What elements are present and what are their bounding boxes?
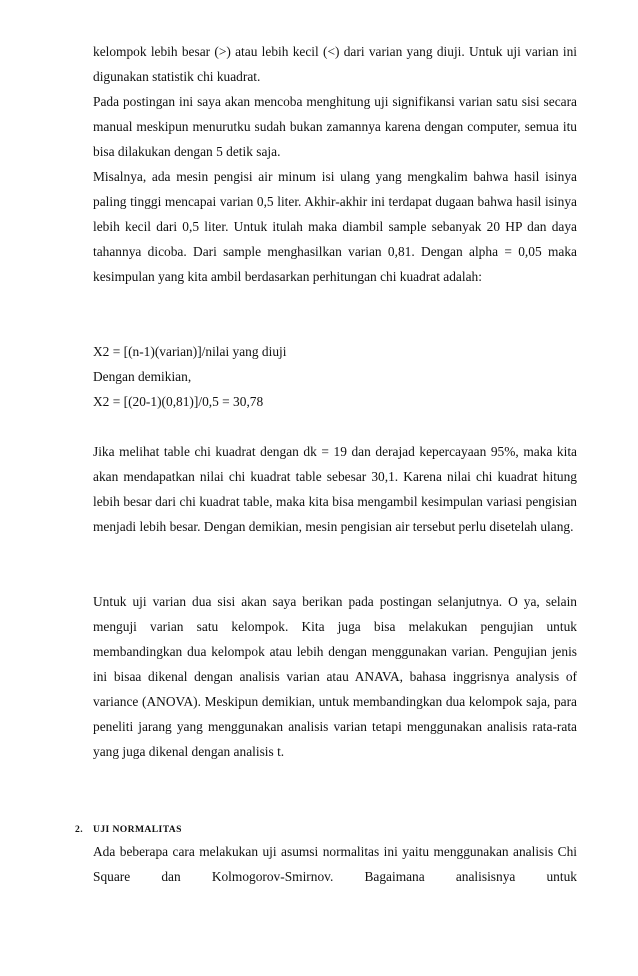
section-title: UJI NORMALITAS	[93, 824, 182, 835]
paragraph-manual-calculation	[93, 89, 577, 164]
paragraph-text: Misalnya, ada mesin pengisi air minum isi ulang yang mengkalim bahwa hasil isinya paling tinggi mencapai varian 0,5 liter. Akhir-akhir ini terdapat dugaan bahwa hasil isinya lebih kecil dari 0,5 liter. Untuk itulah maka diambil sample sebanyak 20 HP dan daya tahannya dicoba. Dari sample menghasilkan varian 0,81. Dengan alpha = 0,05 maka kesimpulan yang kita ambil berdasarkan perhitungan chi kuadrat adalah:	[93, 169, 577, 284]
chi-square-formula: X2 = [(n-1)(varian)]/nilai yang diuji	[93, 344, 287, 359]
paragraph-text: Ada beberapa cara melakukan uji asumsi normalitas ini yaitu menggunakan analisis Chi Square dan Kolmogorov-Smirnov. Bagaimana analisisnya untuk	[93, 844, 577, 884]
section-heading-normalitas	[75, 824, 182, 836]
chi-square-calculation: X2 = [(20-1)(0,81)]/0,5 = 30,78	[93, 394, 264, 409]
paragraph-text: Pada postingan ini saya akan mencoba menghitung uji signifikansi varian satu sisi secara manual meskipun menurutku sudah bukan zamannya karena dengan computer, semua itu bisa dilakukan dengan 5 detik saja.	[93, 94, 577, 159]
paragraph-text: Jika melihat table chi kuadrat dengan dk = 19 dan derajad kepercayaan 95%, maka kita akan mendapatkan nilai chi kuadrat table sebesar 30,1. Karena nilai chi kuadrat hitung lebih besar dari chi kuadrat table, maka kita bisa mengambil kesimpulan variasi pengisian menjadi lebih besar. Dengan demikian, mesin pengisian air tersebut perlu disetelah ulang.	[93, 444, 577, 534]
paragraph-conclusion	[93, 439, 577, 539]
paragraph-varian-test-intro	[93, 39, 577, 89]
paragraph-normality-methods	[93, 839, 577, 889]
formula-block	[93, 339, 577, 414]
formula-intro-text: Dengan demikian,	[93, 369, 192, 384]
paragraph-two-sided-test	[93, 589, 577, 764]
section-number: 2.	[75, 824, 83, 835]
paragraph-example-case	[93, 164, 577, 289]
paragraph-text: Untuk uji varian dua sisi akan saya berikan pada postingan selanjutnya. O ya, selain menguji varian satu kelompok. Kita juga bisa melakukan pengujian untuk membandingkan dua kelompok atau lebih dengan menggunakan varian. Pengujian jenis ini bisaa dikenal dengan analisis varian atau ANAVA, bahasa inggrisnya analysis of variance (ANOVA). Meskipun demikian, untuk membandingkan dua kelompok saja, para peneliti jarang yang menggunakan analisis varian tetapi menggunakan analisis rata-rata yang juga dikenal dengan analisis t.	[93, 594, 577, 759]
paragraph-text: kelompok lebih besar (>) atau lebih kecil (<) dari varian yang diuji. Untuk uji varian ini digunakan statistik chi kuadrat.	[93, 44, 577, 84]
